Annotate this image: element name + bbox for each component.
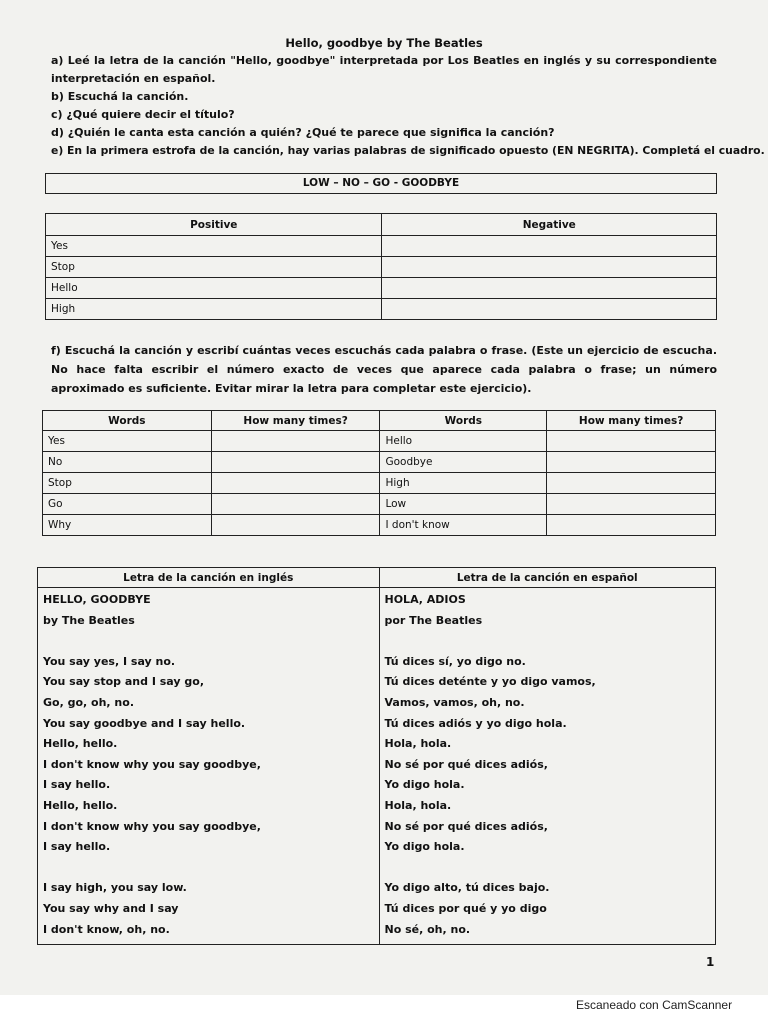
answer-cell <box>211 494 380 515</box>
table-cell: Goodbye <box>380 452 547 473</box>
answer-cell <box>211 431 380 452</box>
lyrics-table <box>37 567 716 945</box>
lyric-line: Hello, hello. <box>43 737 118 751</box>
instruction-c: c) ¿Qué quiere decir el título? <box>51 108 235 121</box>
lyric-line: Tú dices sí, yo digo no. <box>384 654 526 668</box>
answer-cell <box>382 278 717 299</box>
instruction-f: f) Escuchá la canción y escribí cuántas veces escuchás cada palabra o frase. (Este un ejercicio de escucha. No hace falta escribir el número exacto de veces que aparece cada palabra o frase; un número aproximado es suficiente. Evitar mirar la letra para completar este ejercicio). <box>51 344 717 395</box>
lyric-line: Yo digo hola. <box>384 778 465 792</box>
answer-cell <box>382 236 717 257</box>
page-number: 1 <box>706 955 715 969</box>
instruction-e: e) En la primera estrofa de la canción, hay varias palabras de significado opuesto (EN NEGRITA). Completá el cuadro. <box>51 144 765 157</box>
lyric-line: I say hello. <box>43 778 111 792</box>
times-header: How many times? <box>547 411 716 431</box>
page-title: Hello, goodbye by The Beatles <box>285 36 483 50</box>
answer-cell <box>382 299 717 320</box>
answer-cell <box>547 515 716 536</box>
lyric-line: Go, go, oh, no. <box>43 695 134 709</box>
table-cell: Stop <box>43 473 212 494</box>
table-cell: Yes <box>46 236 382 257</box>
words-header: Words <box>43 411 212 431</box>
opposite-words-bar: LOW – NO – GO - GOODBYE <box>45 173 717 194</box>
table-cell: Why <box>43 515 212 536</box>
answer-cell <box>547 431 716 452</box>
table-cell: Stop <box>46 257 382 278</box>
instruction-a: a) Leé la letra de la canción "Hello, goodbye" interpretada por Los Beatles en inglés y su correspondiente interpretación en español. <box>51 54 717 85</box>
opposites-table <box>45 213 717 320</box>
table-cell: Low <box>380 494 547 515</box>
instruction-d: d) ¿Quién le canta esta canción a quién? ¿Qué te parece que significa la canción? <box>51 126 555 139</box>
words-header: Words <box>380 411 547 431</box>
lyric-line: Yo digo hola. <box>384 840 465 854</box>
lyric-line: Yo digo alto, tú dices bajo. <box>384 881 550 895</box>
lyric-line: Tú dices adiós y yo digo hola. <box>384 716 567 730</box>
answer-cell <box>547 494 716 515</box>
answer-cell <box>547 452 716 473</box>
table-cell: High <box>46 299 382 320</box>
blank-line <box>43 858 374 879</box>
lyric-line: Tú dices deténte y yo digo vamos, <box>384 675 596 689</box>
lyric-line: No sé, oh, no. <box>384 922 471 936</box>
lyric-line: I say high, you say low. <box>43 881 187 895</box>
lyric-line: Hola, hola. <box>384 798 452 812</box>
table-cell: Hello <box>380 431 547 452</box>
english-lyrics-header: Letra de la canción en inglés <box>38 568 380 588</box>
lyric-line: Tú dices por qué y yo digo <box>384 901 547 915</box>
blank-line <box>385 631 711 652</box>
answer-cell <box>382 257 717 278</box>
lyric-line: by The Beatles <box>43 613 135 627</box>
blank-line <box>385 858 711 879</box>
lyric-line: HOLA, ADIOS <box>384 593 466 606</box>
times-header: How many times? <box>211 411 380 431</box>
instructions-block <box>51 52 765 160</box>
answer-cell <box>211 473 380 494</box>
table-cell: High <box>380 473 547 494</box>
lyric-line: por The Beatles <box>384 613 483 627</box>
spanish-lyrics-column <box>379 588 716 945</box>
blank-line <box>43 631 374 652</box>
lyric-line: You say why and I say <box>43 901 179 915</box>
lyric-line: I don't know, oh, no. <box>43 922 170 936</box>
spanish-lyrics-header: Letra de la canción en español <box>379 568 716 588</box>
english-lyrics-column <box>38 588 380 945</box>
answer-cell <box>547 473 716 494</box>
lyric-line: No sé por qué dices adiós, <box>384 819 548 833</box>
lyric-line: HELLO, GOODBYE <box>43 593 151 606</box>
table-cell: No <box>43 452 212 473</box>
answer-cell <box>211 515 380 536</box>
answer-cell <box>211 452 380 473</box>
lyric-line: Vamos, vamos, oh, no. <box>384 695 525 709</box>
lyric-line: You say yes, I say no. <box>43 654 176 668</box>
table-cell: Hello <box>46 278 382 299</box>
table-cell: I don't know <box>380 515 547 536</box>
lyric-line: I don't know why you say goodbye, <box>43 757 261 771</box>
lyric-line: You say goodbye and I say hello. <box>43 716 246 730</box>
negative-header: Negative <box>382 214 717 236</box>
lyric-line: Hola, hola. <box>384 737 452 751</box>
table-cell: Yes <box>43 431 212 452</box>
lyric-line: Hello, hello. <box>43 798 118 812</box>
instruction-b: b) Escuchá la canción. <box>51 90 189 103</box>
scanner-footer: Escaneado con CamScanner <box>576 998 733 1012</box>
lyric-line: No sé por qué dices adiós, <box>384 757 548 771</box>
table-cell: Go <box>43 494 212 515</box>
count-table <box>42 410 716 536</box>
lyric-line: I say hello. <box>43 840 111 854</box>
lyric-line: I don't know why you say goodbye, <box>43 819 261 833</box>
lyric-line: You say stop and I say go, <box>43 675 204 689</box>
positive-header: Positive <box>46 214 382 236</box>
